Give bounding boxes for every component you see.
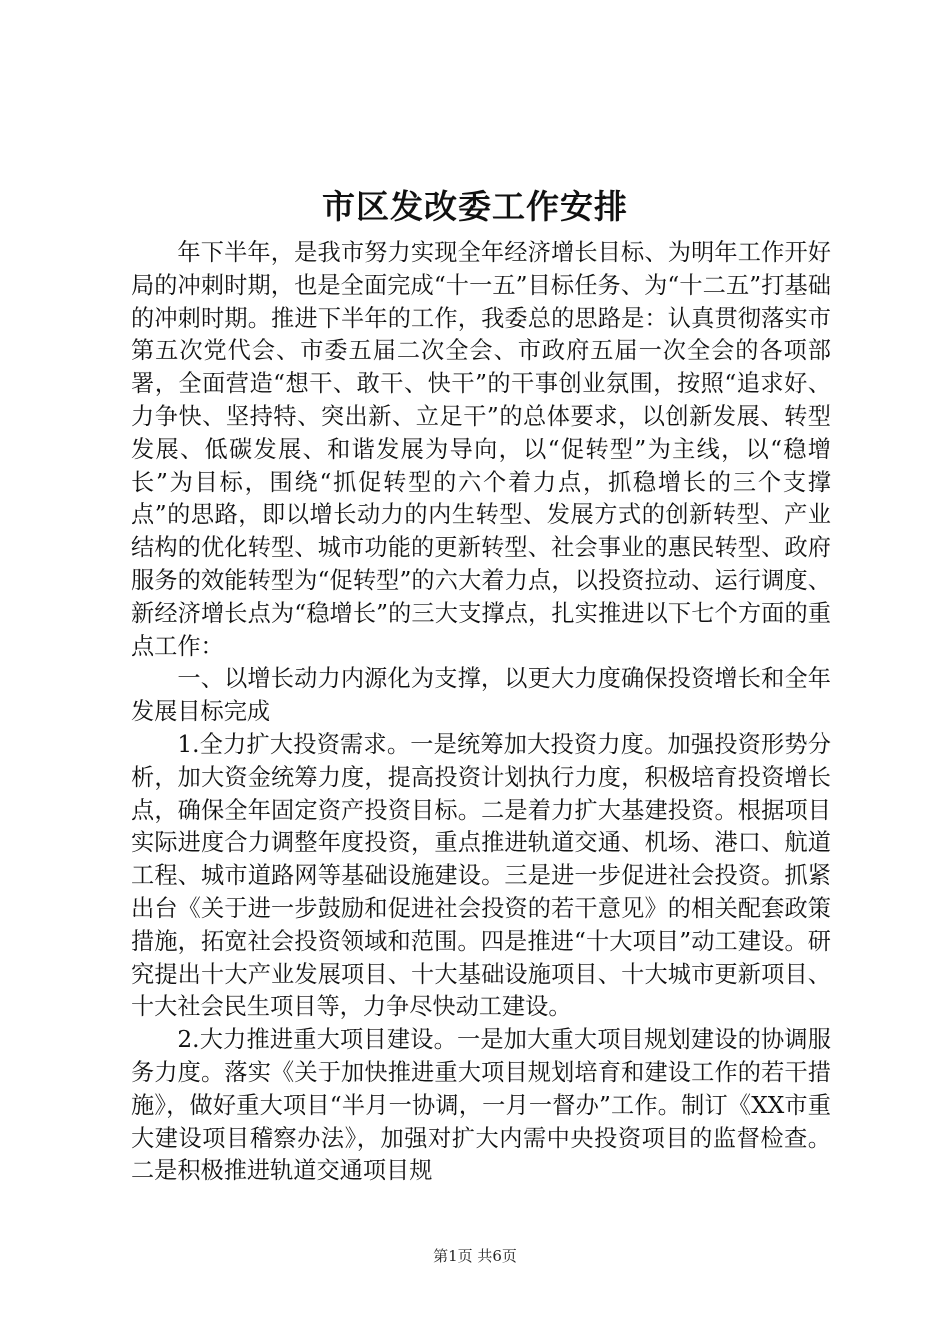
paragraph-section-heading: 一、以增长动力内源化为支撑，以更大力度确保投资增长和全年发展目标完成	[131, 665, 831, 726]
paragraph-intro: 年下半年，是我市努力实现全年经济增长目标、为明年工作开好局的冲刺时期，也是全面完成“十一五”目标任务、为“十二五”打基础的冲刺时期。推进下半年的工作，我委总的思路是：认真贯彻落实市第五次党代会、市委五届二次全会、市政府五届一次全会的各项部署，全面营造“想干、敢干、快干”的干事创业氛围，按照“追求好、力争快、坚持特、突出新、立足干”的总体要求，以创新发展、转型发展、低碳发展、和谐发展为导向，以“促转型”为主线，以“稳增长”为目标，围绕“抓促转型的六个着力点，抓稳增长的三个支撑点”的思路，即以增长动力的内生转型、发展方式的创新转型、产业结构的优化转型、城市功能的更新转型、社会事业的惠民转型、政府服务的效能转型为“促转型”的六大着力点，以投资拉动、运行调度、新经济增长点为“稳增长”的三大支撑点，扎实推进以下七个方面的重点工作：	[131, 239, 831, 660]
document-body	[131, 237, 831, 1188]
paragraph-item-2: 2.大力推进重大项目建设。一是加大重大项目规划建设的协调服务力度。落实《关于加快推进重大项目规划培育和建设工作的若干措施》，做好重大项目“半月一协调，一月一督办”工作。制订《XX市重大建设项目稽察办法》，加强对扩大内需中央投资项目的监督检查。二是积极推进轨道交通项目规	[131, 1026, 831, 1185]
page-footer: 第1页 共6页	[433, 1247, 517, 1265]
document-title: 市区发改委工作安排	[322, 187, 628, 226]
paragraph-item-1: 1.全力扩大投资需求。一是统筹加大投资力度。加强投资形势分析，加大资金统筹力度，提高投资计划执行力度，积极培育投资增长点，确保全年固定资产投资目标。二是着力扩大基建投资。根据项目实际进度合力调整年度投资，重点推进轨道交通、机场、港口、航道工程、城市道路网等基础设施建设。三是进一步促进社会投资。抓紧出台《关于进一步鼓励和促进社会投资的若干意见》的相关配套政策措施，拓宽社会投资领域和范围。四是推进“十大项目”动工建设。研究提出十大产业发展项目、十大基础设施项目、十大城市更新项目、十大社会民生项目等，力争尽快动工建设。	[131, 730, 831, 1021]
